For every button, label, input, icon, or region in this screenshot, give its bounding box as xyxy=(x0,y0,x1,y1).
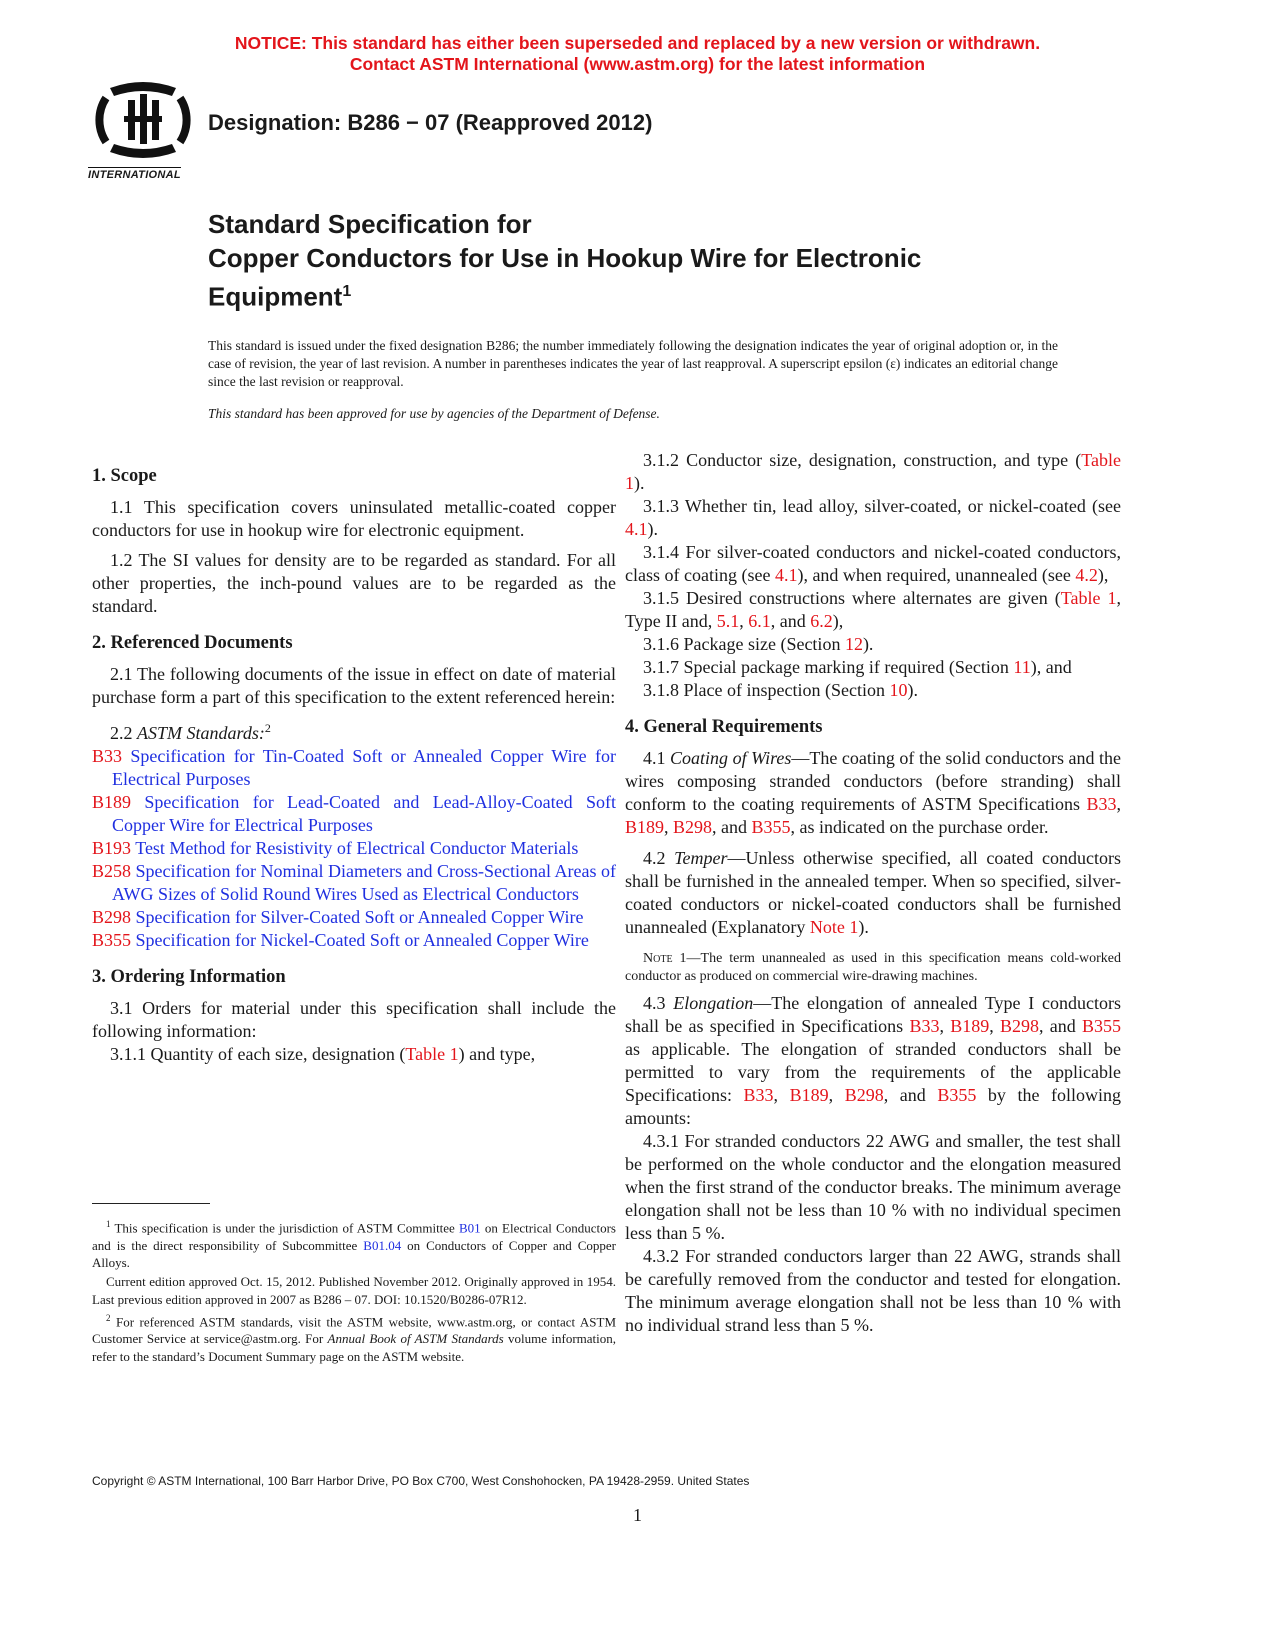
withdrawn-notice xyxy=(0,33,1275,75)
section-2-heading: 2. Referenced Documents xyxy=(92,633,293,653)
committee-b01-link[interactable]: B01 xyxy=(459,1220,481,1236)
b355-link[interactable]: B355 xyxy=(1082,1016,1122,1036)
ref-title-link[interactable]: Specification for Silver-Coated Soft or Annealed Copper Wire xyxy=(135,907,584,927)
ref-title-link[interactable]: Specification for Tin-Coated Soft or Annealed Copper Wire for Electrical Purposes xyxy=(112,746,617,789)
para-4-2: 4.2 Temper—Unless otherwise specified, all coated conductors shall be furnished in the annealed temper. When so specified, silver-coated conductors or nickel-coated conductors shall be furnished unannealed (Explanatory Note 1). xyxy=(625,848,1122,937)
footnote-2: $^2$ For referenced ASTM standards, visit the ASTM website, www.astm.org, or contact ASTM Customer Service at service@astm.org. For Annual Book of ASTM Standards volume information, refer to the standard’s Document Summary page on the ASTM website. xyxy=(92,1312,617,1364)
section-12-link[interactable]: 12 xyxy=(844,634,863,654)
ref-code-link[interactable]: B193 xyxy=(92,838,132,858)
table-1-link[interactable]: Table 1 xyxy=(405,1044,459,1064)
section-10-link[interactable]: 10 xyxy=(889,680,908,700)
b189-link[interactable]: B189 xyxy=(950,1016,990,1036)
b298-link[interactable]: B298 xyxy=(1000,1016,1040,1036)
reference-b33 xyxy=(92,745,616,791)
footnote-1-edition: Current edition approved Oct. 15, 2012. Published November 2012. Originally approved in 1954. Last previous edition approved in 2007 as B286 – 07. DOI: 10.1520/B0286-07R12. xyxy=(92,1274,616,1307)
subcommittee-b0104-link[interactable]: B01.04 xyxy=(363,1237,402,1253)
table-1-link[interactable]: Table 1 xyxy=(625,450,1121,493)
para-2-2 xyxy=(92,717,616,745)
ref-code-link[interactable]: B33 xyxy=(92,746,123,766)
section-3-heading: 3. Ordering Information xyxy=(92,967,286,987)
ref-title-link[interactable]: Test Method for Resistivity of Electrical Conductor Materials xyxy=(135,838,579,858)
para-3-1-3: 3.1.3 Whether tin, lead alloy, silver-coated, or nickel-coated (see 4.1). xyxy=(625,496,1121,539)
b355-link[interactable]: B355 xyxy=(751,817,791,837)
para-1-1: 1.1 This specification covers uninsulated metallic-coated copper conductors for use in hookup wire for electronic equipment. xyxy=(92,497,616,540)
para-2-1: 2.1 The following documents of the issue in effect on date of material purchase form a part of this specification to the extent referenced herein: xyxy=(92,664,616,707)
para-3-1: 3.1 Orders for material under this specification shall include the following information: xyxy=(92,998,616,1041)
para-1-2: 1.2 The SI values for density are to be regarded as standard. For all other properties, the inch-pound values are to be regarded as the standard. xyxy=(92,550,616,616)
designation: Designation: B286 − 07 (Reapproved 2012) xyxy=(208,110,653,135)
dod-note: This standard has been approved for use by agencies of the Department of Defense. xyxy=(208,406,660,421)
para-4-1: 4.1 Coating of Wires—The coating of the solid conductors and the wires composing stranded conductors (before stranding) shall conform to the coating requirements of ASTM Specifications B33, B189, B298, and B355, as indicated on the purchase order. xyxy=(625,748,1121,837)
note-1-link[interactable]: Note 1 xyxy=(809,917,859,937)
ref-title-link[interactable]: Specification for Nominal Diameters and Cross-Sectional Areas of AWG Sizes of Solid Round Wires Used as Electrical Conductors xyxy=(112,861,616,904)
para-2-2-number: 2.2 xyxy=(110,723,133,743)
para-4-3: 4.3 Elongation—The elongation of annealed Type I conductors shall be as specified in Specifications B33, B189, B298, and B355 as applicable. The elongation of stranded conductors shall be permitted to vary from the requirements of the applicable Specifications: B33, B189, B298, and B355 by the following amounts: xyxy=(625,993,1122,1128)
b298-link[interactable]: B298 xyxy=(673,817,713,837)
reference-b258 xyxy=(92,860,616,906)
copyright: Copyright © ASTM International, 100 Barr Harbor Drive, PO Box C700, West Conshohocken, PA 19428-2959. United States xyxy=(92,1474,750,1488)
title-line-1: Standard Specification for xyxy=(208,209,532,239)
astm-logo-icon xyxy=(88,80,198,160)
astm-standards-label: ASTM Standards: xyxy=(137,723,265,743)
b189-link[interactable]: B189 xyxy=(625,817,665,837)
section-4-heading: 4. General Requirements xyxy=(625,717,823,737)
para-3-1-5: 3.1.5 Desired constructions where alternates are given (Table 1, Type II and, 5.1, 6.1, and 6.2), xyxy=(625,588,1122,631)
ref-code-link[interactable]: B355 xyxy=(92,930,132,950)
title-footnote-ref[interactable]: 1 xyxy=(342,283,352,300)
ref-title-link[interactable]: Specification for Lead-Coated and Lead-Alloy-Coated Soft Copper Wire for Electrical Purposes xyxy=(112,792,616,835)
para-4-3-2: 4.3.2 For stranded conductors larger than 22 AWG, strands shall be carefully removed from the conductor and tested for elongation. The minimum average elongation shall not be less than 10 % with no individual strand less than 5 %. xyxy=(625,1246,1121,1335)
reference-b355 xyxy=(92,929,616,952)
para-3-1-6: 3.1.6 Package size (Section 12). xyxy=(643,634,874,654)
b33-link[interactable]: B33 xyxy=(909,1016,940,1036)
astm-logo xyxy=(88,80,198,181)
page-number: 1 xyxy=(633,1505,642,1525)
table-1-link[interactable]: Table 1 xyxy=(1060,588,1117,608)
b298-link[interactable]: B298 xyxy=(844,1085,884,1105)
section-11-link[interactable]: 11 xyxy=(1013,657,1031,677)
b189-link[interactable]: B189 xyxy=(789,1085,829,1105)
ref-code-link[interactable]: B258 xyxy=(92,861,132,881)
right-column xyxy=(625,449,1121,1337)
b33-link[interactable]: B33 xyxy=(1086,794,1117,814)
title-line-3: Equipment xyxy=(208,281,343,312)
note-1: Note 1—The term unannealed as used in this specification means cold-worked conductor as produced on commercial wire-drawing machines. xyxy=(625,951,1121,984)
ref-code-link[interactable]: B189 xyxy=(92,792,132,812)
logo-label: INTERNATIONAL xyxy=(88,169,181,181)
issue-note: This standard is issued under the fixed designation B286; the number immediately following the designation indicates the year of original adoption or, in the case of revision, the year of last revision. A number in parentheses indicates the year of last reapproval. A superscript epsilon (ε) indicates an editorial change since the last revision or reapproval. xyxy=(208,338,1058,389)
notice-line-1: NOTICE: This standard has either been superseded and replaced by a new version or withdrawn. xyxy=(234,33,1041,53)
section-4-1-link[interactable]: 4.1 xyxy=(774,565,798,585)
section-1-heading: 1. Scope xyxy=(92,466,157,486)
document-title xyxy=(208,207,921,314)
para-3-1-4: 3.1.4 For silver-coated conductors and nickel-coated conductors, class of coating (see 4.1), and when required, unannealed (see 4.2), xyxy=(625,542,1121,585)
section-6-2-link[interactable]: 6.2 xyxy=(810,611,833,631)
footnote-2-ref[interactable]: 2 xyxy=(264,721,271,735)
notice-line-2: Contact ASTM International (www.astm.org) for the latest information xyxy=(349,54,926,74)
footnote-divider xyxy=(92,1203,210,1204)
para-3-1-8: 3.1.8 Place of inspection (Section 10). xyxy=(643,680,918,700)
ref-code-link[interactable]: B298 xyxy=(92,907,132,927)
reference-b298 xyxy=(92,906,616,929)
ref-title-link[interactable]: Specification for Nickel-Coated Soft or Annealed Copper Wire xyxy=(135,930,589,950)
b355-link[interactable]: B355 xyxy=(937,1085,977,1105)
section-4-1-link[interactable]: 4.1 xyxy=(625,519,648,539)
para-3-1-1: 3.1.1 Quantity of each size, designation (Table 1) and type, xyxy=(110,1044,536,1064)
b33-link[interactable]: B33 xyxy=(743,1085,774,1105)
para-3-1-2: 3.1.2 Conductor size, designation, construction, and type (Table 1). xyxy=(625,450,1121,493)
reference-b193 xyxy=(92,837,616,860)
footnote-1: $^1$ This specification is under the jurisdiction of ASTM Committee B01 on Electrical Conductors and is the direct responsibility of Subcommittee B01.04 on Conductors of Copper and Copper Alloys. xyxy=(92,1219,616,1270)
para-4-3-1: 4.3.1 For stranded conductors 22 AWG and smaller, the test shall be performed on the whole conductor and the elongation measured when the first strand of the conductor breaks. The minimum average elongation shall not be less than 10 % with no individual specimen less than 5 %. xyxy=(625,1131,1121,1243)
footnotes xyxy=(92,1216,616,1365)
title-line-2: Copper Conductors for Use in Hookup Wire for Electronic xyxy=(208,243,922,273)
section-5-1-link[interactable]: 5.1 xyxy=(716,611,740,631)
reference-b189 xyxy=(92,791,616,837)
section-6-1-link[interactable]: 6.1 xyxy=(748,611,771,631)
left-column xyxy=(92,466,616,1066)
para-3-1-7: 3.1.7 Special package marking if required (Section 11), and xyxy=(643,657,1072,677)
section-4-2-link[interactable]: 4.2 xyxy=(1075,565,1098,585)
